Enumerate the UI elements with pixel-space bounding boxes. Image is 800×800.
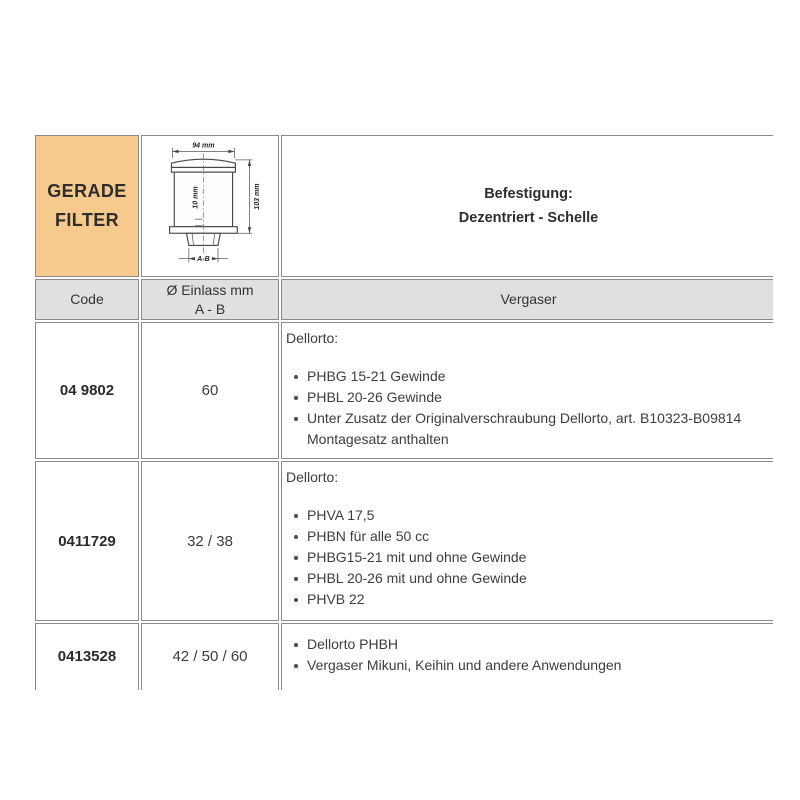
bullet-icon — [294, 514, 298, 518]
mounting-title: Befestigung: — [484, 186, 573, 202]
bullet-icon — [294, 643, 298, 647]
filter-spec-table — [33, 133, 773, 690]
list-item — [286, 568, 765, 589]
drawing-dim-width-label: 94 mm — [192, 142, 215, 150]
list-item-text: PHBL 20-26 mit und ohne Gewinde — [307, 570, 527, 586]
inlet-value: 32 / 38 — [187, 532, 233, 550]
bullet-icon — [294, 664, 298, 668]
vergaser-cell — [281, 461, 773, 621]
code-cell — [35, 461, 139, 621]
table-row — [35, 461, 773, 621]
inlet-value: 60 — [201, 382, 219, 399]
table-row — [35, 623, 773, 690]
list-item — [286, 634, 765, 655]
header-inlet-line2: A - B — [194, 300, 226, 317]
vergaser-list — [286, 634, 765, 676]
header-code — [35, 279, 139, 320]
list-item-text: Unter Zusatz der Originalverschraubung Dellorto, art. B10323-B09814 Montagesatz anthalten — [307, 410, 742, 447]
list-item-text: Vergaser Mikuni, Keihin und andere Anwendungen — [307, 657, 622, 673]
list-item — [286, 387, 765, 408]
mounting-info-cell — [281, 135, 773, 277]
vergaser-heading: Dellorto: — [286, 330, 339, 346]
list-item-text: PHVA 17,5 — [307, 507, 375, 523]
bullet-icon — [294, 396, 298, 400]
list-item-text: PHBN für alle 50 cc — [307, 528, 430, 544]
code-value: 0411729 — [58, 532, 116, 550]
list-item — [286, 655, 765, 676]
drawing-dim-offset-label: 10 mm — [192, 186, 200, 209]
bullet-icon — [294, 577, 298, 581]
header-vergaser-label: Vergaser — [500, 291, 557, 307]
vergaser-list — [286, 505, 765, 610]
table-row — [35, 322, 773, 459]
list-item — [286, 526, 765, 547]
drawing-dim-inlet-label: A-B — [197, 256, 210, 264]
code-value: 0413528 — [57, 648, 117, 665]
bullet-icon — [294, 417, 298, 421]
list-item — [286, 505, 765, 526]
product-name-line2: FILTER — [54, 210, 120, 230]
bullet-icon — [294, 535, 298, 539]
inlet-cell — [141, 461, 279, 621]
list-item — [286, 547, 765, 568]
header-code-label: Code — [70, 291, 104, 307]
bullet-icon — [294, 375, 298, 379]
product-spec-section — [33, 133, 773, 690]
list-item — [286, 408, 765, 450]
inlet-cell — [141, 322, 279, 459]
list-item-text: PHBG15-21 mit und ohne Gewinde — [307, 549, 527, 565]
mounting-value: Dezentriert - Schelle — [458, 210, 599, 226]
vergaser-cell — [281, 623, 773, 690]
product-name-cell — [35, 135, 139, 277]
list-item-text: PHBG 15-21 Gewinde — [307, 368, 446, 384]
info-row — [35, 135, 773, 277]
filter-technical-drawing — [147, 137, 273, 275]
list-item-text: Dellorto PHBH — [307, 636, 399, 652]
filter-drawing-cell — [141, 135, 279, 277]
header-row — [35, 279, 773, 320]
bullet-icon — [294, 598, 298, 602]
code-value: 04 9802 — [59, 382, 115, 399]
list-item-text: PHBL 20-26 Gewinde — [307, 389, 442, 405]
drawing-dim-height-label: 103 mm — [253, 183, 261, 210]
inlet-value: 42 / 50 / 60 — [172, 648, 248, 665]
list-item-text: PHVB 22 — [307, 591, 365, 607]
code-cell — [35, 623, 139, 690]
list-item — [286, 366, 765, 387]
code-cell — [35, 322, 139, 459]
product-name-line1: GERADE — [47, 181, 127, 201]
spec-tbody — [35, 135, 773, 690]
header-vergaser — [281, 279, 773, 320]
vergaser-heading: Dellorto: — [286, 469, 339, 485]
inlet-cell — [141, 623, 279, 690]
list-item — [286, 589, 765, 610]
bullet-icon — [294, 556, 298, 560]
vergaser-cell — [281, 322, 773, 459]
header-inlet — [141, 279, 279, 320]
vergaser-list — [286, 366, 765, 450]
header-inlet-line1: Ø Einlass mm — [166, 281, 254, 298]
